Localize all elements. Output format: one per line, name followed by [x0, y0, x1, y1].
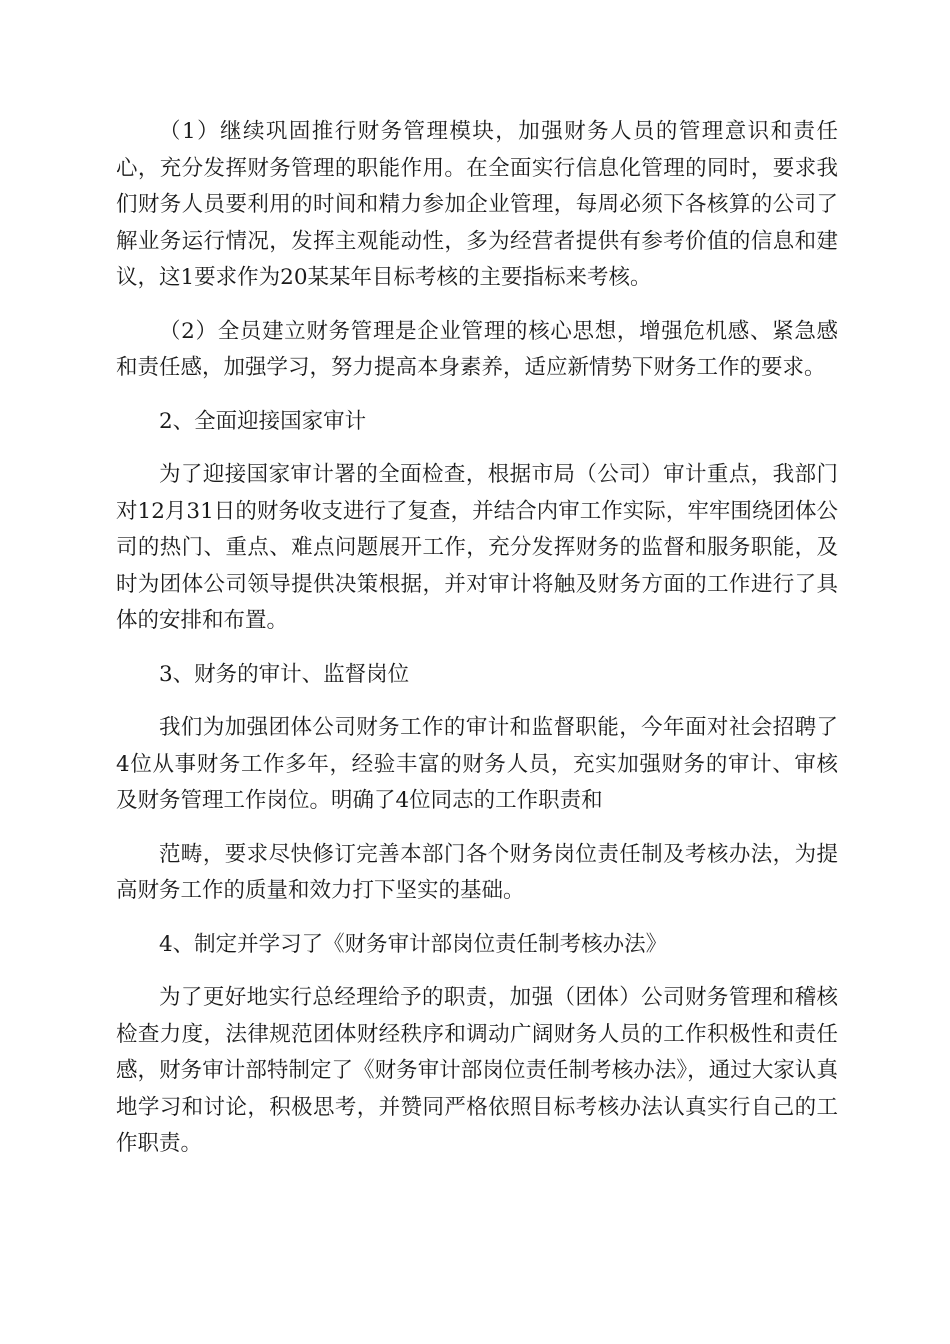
section-heading-4: 4、制定并学习了《财务审计部岗位责任制考核办法》: [159, 931, 668, 957]
paragraph-5: 范畴，要求尽快修订完善本部门各个财务岗位责任制及考核办法，为提高财务工作的质量和效力打下坚实的基础。: [116, 841, 838, 903]
paragraph-4: 我们为加强团体公司财务工作的审计和监督职能，今年面对社会招聘了4位从事财务工作多年，经验丰富的财务人员，充实加强财务的审计、审核及财务管理工作岗位。明确了4位同志的工作职责和: [116, 715, 838, 813]
section-heading-3: 3、财务的审计、监督岗位: [159, 661, 410, 687]
paragraph-3: 为了迎接国家审计署的全面检查，根据市局（公司）审计重点，我部门对12月31日的财务收支进行了复查，并结合内审工作实际，牢牢围绕团体公司的热门、重点、难点问题展开工作，充分发挥财务的监督和服务职能，及时为团体公司领导提供决策根据，并对审计将触及财务方面的工作进行了具体的安排和布置。: [116, 462, 838, 633]
document-body: [116, 114, 838, 1180]
paragraph-2: （2）全员建立财务管理是企业管理的核心思想，增强危机感、紧急感和责任感，加强学习，努力提高本身素养，适应新情势下财务工作的要求。: [116, 318, 838, 380]
paragraph-1: （1）继续巩固推行财务管理模块，加强财务人员的管理意识和责任心，充分发挥财务管理的职能作用。在全面实行信息化管理的同时，要求我们财务人员要利用的时间和精力参加企业管理，每周必须下各核算的公司了解业务运行情况，发挥主观能动性，多为经营者提供有参考价值的信息和建议，这1要求作为20某某年目标考核的主要指标来考核。: [116, 119, 838, 290]
paragraph-6: 为了更好地实行总经理给予的职责，加强（团体）公司财务管理和稽核检查力度，法律规范团体财经秩序和调动广阔财务人员的工作积极性和责任感，财务审计部特制定了《财务审计部岗位责任制考核办法》，通过大家认真地学习和讨论，积极思考，并赞同严格依照目标考核办法认真实行自己的工作职责。: [116, 985, 838, 1156]
section-heading-2: 2、全面迎接国家审计: [159, 408, 367, 434]
